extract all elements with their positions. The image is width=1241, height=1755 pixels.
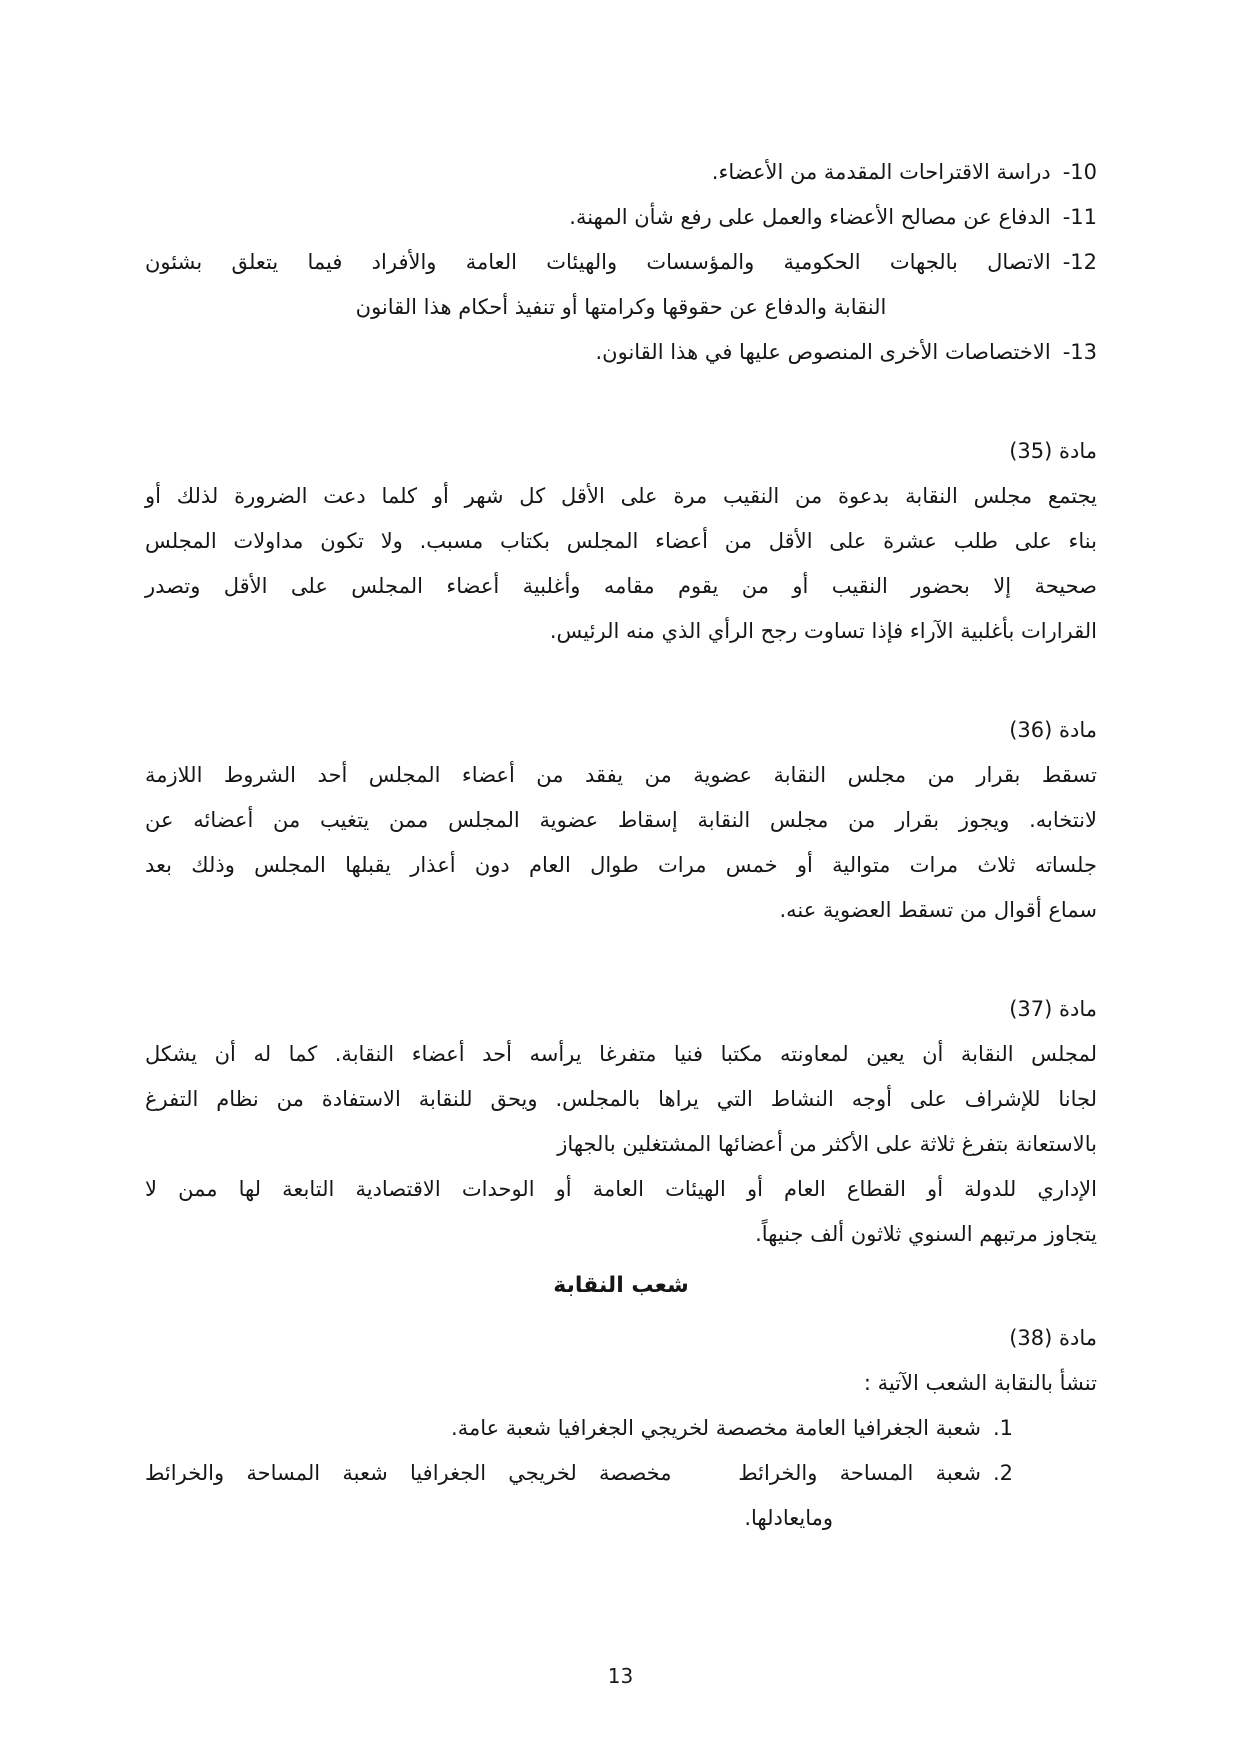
article-line: القرارات بأغلبية الآراء فإذا تساوت رجح الرأي الذي منه الرئيس. <box>549 619 1097 643</box>
article-line: يتجاوز مرتبهم السنوي ثلاثون ألف جنيهاً. <box>755 1222 1097 1246</box>
section-heading: شعب النقابة <box>553 1273 689 1298</box>
article-line: بناء على طلب عشرة على الأقل من أعضاء المجلس بكتاب مسبب. ولا تكون مداولات المجلس <box>145 529 1097 553</box>
list-item-number: 2. <box>992 1461 1013 1485</box>
article-line: تسقط بقرار من مجلس النقابة عضوية من يفقد من أعضاء المجلس أحد الشروط اللازمة <box>145 763 1097 787</box>
list-item-12-continuation: النقابة والدفاع عن حقوقها وكرامتها أو تنفيذ أحكام هذا القانون <box>355 295 887 319</box>
article-36 <box>145 708 1097 933</box>
list-item-text: الاتصال بالجهات الحكومية والمؤسسات والهيئات العامة والأفراد فيما يتعلق بشئون <box>145 250 1051 274</box>
division-item-2 <box>145 1451 1097 1496</box>
list-item-number: 10- <box>1062 160 1097 184</box>
article-line: لجانا للإشراف على أوجه النشاط التي يراها بالمجلس. ويحق للنقابة الاستفادة من نظام التفرغ <box>145 1087 1097 1111</box>
article-35 <box>145 429 1097 654</box>
list-item-number: 1. <box>992 1416 1013 1440</box>
list-item-number: 11- <box>1062 205 1097 229</box>
article-line: سماع أقوال من تسقط العضوية عنه. <box>779 898 1097 922</box>
article-line: صحيحة إلا بحضور النقيب أو من يقوم مقامه وأغلبية أعضاء المجلس على الأقل وتصدر <box>145 574 1097 598</box>
article-intro: تنشأ بالنقابة الشعب الآتية : <box>863 1371 1097 1395</box>
article-38 <box>145 1316 1097 1541</box>
article-title: مادة (38) <box>1009 1326 1097 1350</box>
list-item-text: شعبة المساحة والخرائط مخصصة لخريجي الجغرافيا شعبة المساحة والخرائط <box>145 1461 981 1485</box>
article-line: يجتمع مجلس النقابة بدعوة من النقيب مرة على الأقل كل شهر أو كلما دعت الضرورة لذلك أو <box>145 484 1097 508</box>
duties-list <box>145 150 1097 375</box>
article-title: مادة (36) <box>1009 718 1097 742</box>
list-item-10 <box>145 150 1097 195</box>
article-title: مادة (35) <box>1009 439 1097 463</box>
list-item-text: دراسة الاقتراحات المقدمة من الأعضاء. <box>711 160 1051 184</box>
list-item-text: الدفاع عن مصالح الأعضاء والعمل على رفع شأن المهنة. <box>569 205 1051 229</box>
division-item-2-continuation: ومايعادلها. <box>744 1506 833 1530</box>
article-title: مادة (37) <box>1009 997 1097 1021</box>
article-line: الإداري للدولة أو القطاع العام أو الهيئات العامة أو الوحدات الاقتصادية التابعة لها ممن لا <box>145 1177 1097 1201</box>
article-line: لمجلس النقابة أن يعين لمعاونته مكتبا فنيا متفرغا يرأسه أحد أعضاء النقابة. كما له أن يشكل <box>145 1042 1097 1066</box>
list-item-11 <box>145 195 1097 240</box>
article-line: جلساته ثلاث مرات متوالية أو خمس مرات طوال العام دون أعذار يقبلها المجلس وذلك بعد <box>145 853 1097 877</box>
list-item-text: شعبة الجغرافيا العامة مخصصة لخريجي الجغرافيا شعبة عامة. <box>451 1416 981 1440</box>
list-item-13 <box>145 330 1097 375</box>
article-37 <box>145 987 1097 1257</box>
list-item-number: 12- <box>1062 250 1097 274</box>
article-line: لانتخابه. ويجوز بقرار من مجلس النقابة إسقاط عضوية المجلس ممن يتغيب من أعضائه عن <box>145 808 1097 832</box>
article-line: بالاستعانة بتفرغ ثلاثة على الأكثر من أعضائها المشتغلين بالجهاز <box>557 1132 1097 1156</box>
list-item-12 <box>145 240 1097 285</box>
page-number: 13 <box>607 1664 634 1688</box>
division-item-1 <box>145 1406 1097 1451</box>
list-item-number: 13- <box>1062 340 1097 364</box>
list-item-text: الاختصاصات الأخرى المنصوص عليها في هذا القانون. <box>595 340 1051 364</box>
